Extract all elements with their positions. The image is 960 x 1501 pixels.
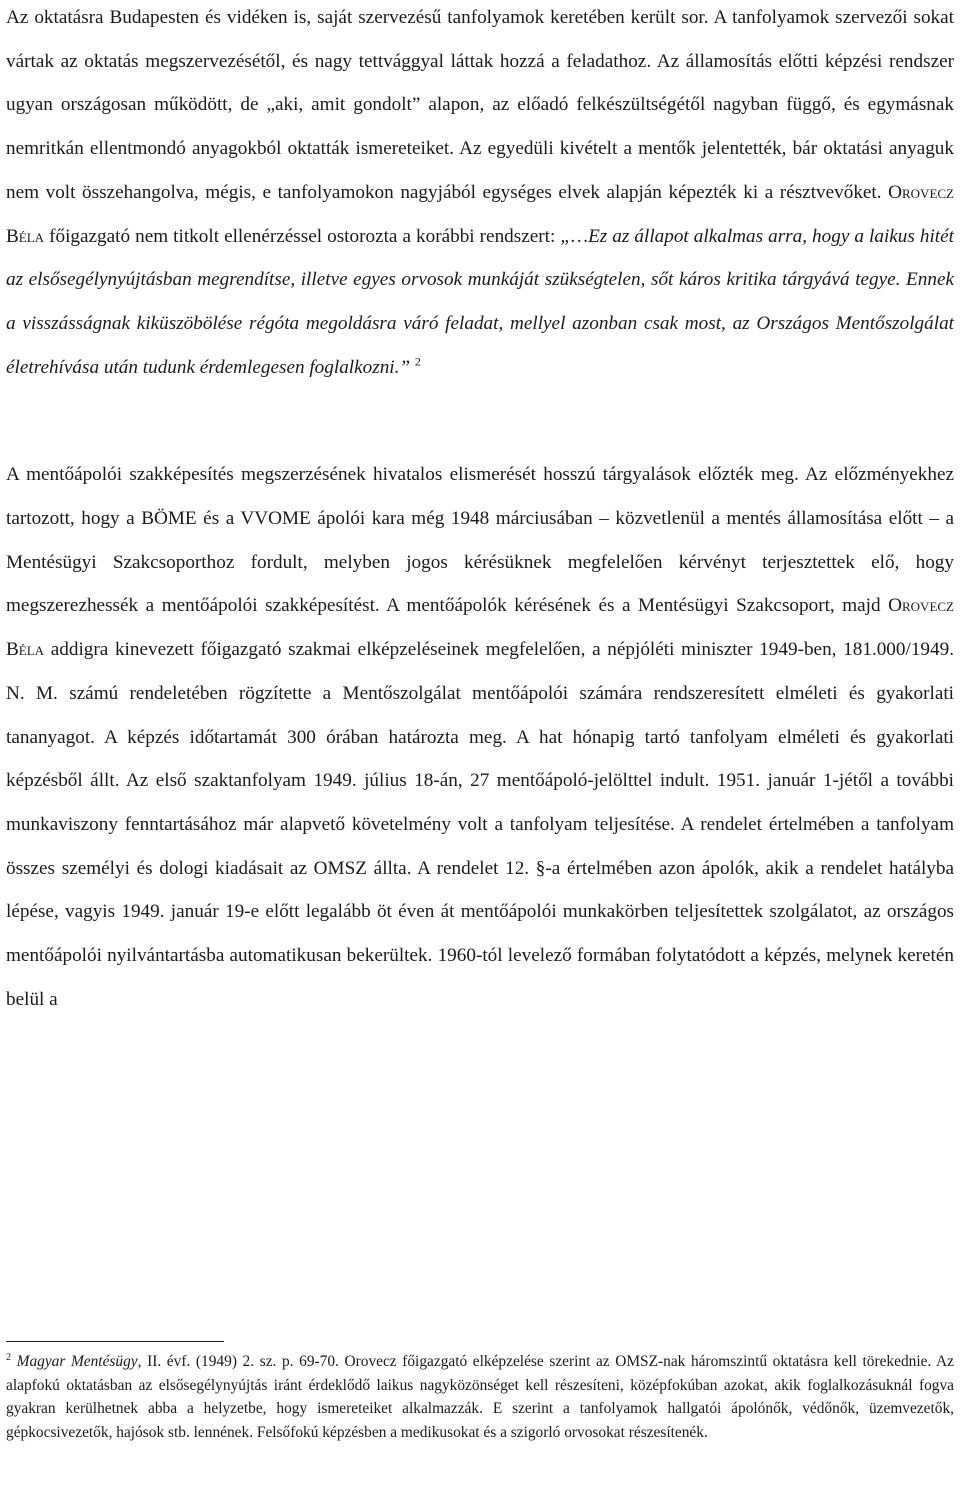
footnote-reference[interactable]: 2 — [414, 354, 421, 369]
footnote-text: , II. évf. (1949) 2. sz. p. 69-70. Orovecz főigazgató elképzelése szerint az OMSZ-nak háromszintű oktatásra kell törekednie. Az alapfokú oktatásban az elsősegélynyújtás iránt érdeklődő laikus nagyközönséget kell részesíteni, középfokúban azokat, akik foglalkozásuknál fogva gyakran kerülhetnek abba a helyzetbe, hogy ismereteiket alkalmazzák. E szerint a tanfolyamok hallgatói ápolónők, védőnők, üzemvezetők, gépkocsivezetők, hajósok stb. lennének. Felsőfokú képzésben a medikusokat és a szigorló orvosokat részesítenék. — [6, 1353, 955, 1441]
paragraph-2-text-a: A mentőápolói szakképesítés megszerzésének hivatalos elismerését hosszú tárgyalások előzték meg. Az előzményekhez tartozott, hogy a BÖME és a VVOME ápolói kara még 1948 márciusában – közvetlenül a mentés államosítása előtt – a Mentésügyi Szakcsoporthoz fordult, melyben jogos kérésüknek megfelelően kérvényt terjesztettek elő, hogy megszerezhessék a mentőápolói szakképesítést. A mentőápolók kérésének és a Mentésügyi Szakcsoport, majd — [6, 464, 954, 617]
person-name: Orovecz Béla — [6, 181, 954, 247]
footnote-number: 2 — [6, 1351, 11, 1363]
person-name: Orovecz Béla — [6, 595, 954, 661]
body-paragraph-1 — [6, 0, 954, 389]
paragraph-1-text-a: Az oktatásra Budapesten és vidéken is, saját szervezésű tanfolyamok keretében került sor. A tanfolyamok szervezői sokat vártak az oktatás megszervezésétől, és nagy tettvággyal láttak hozzá a feladathoz. Az államosítás előtti képzési rendszer ugyan országosan működött, de „aki, amit gondolt” alapon, az előadó felkészültségétől nagyban függő, és egymásnak nemritkán ellentmondó anyagokból oktatták ismereteiket. Az egyedüli kivételt a mentők jelentették, bár oktatási anyaguk nem volt összehangolva, mégis, e tanfolyamokon nagyjából egységes elvek alapján képezték ki a résztvevőket. — [6, 7, 954, 203]
block-quote: „…Ez az állapot alkalmas arra, hogy a laikus hitét az elsősegélynyújtásban megrendítse, illetve egyes orvosok munkáját szükségtelen, sőt káros kritika tárgyává tegye. Ennek a visszásságnak kiküszöbölése régóta megoldásra váró feladat, mellyel azonban csak most, az Országos Mentőszolgálat életrehívása után tudunk érdemlegesen foglalkozni.” — [6, 225, 954, 378]
paragraph-2-text-b: addigra kinevezett főigazgató szakmai elképzeléseinek megfelelően, a népjóléti miniszter 1949-ben, 181.000/1949. N. M. számú rendeletében rögzítette a Mentőszolgálat mentőápolói számára rendszeresített elméleti és gyakorlati tananyagot. A képzés időtartamát 300 órában határozta meg. A hat hónapig tartó tanfolyam elméleti és gyakorlati képzésből állt. Az első szaktanfolyam 1949. július 18-án, 27 mentőápoló-jelölttel indult. 1951. január 1-jétől a további munkaviszony fenntartásához már alapvető követelmény volt a tanfolyam teljesítése. A rendelet értelmében a tanfolyam összes személyi és dologi kiadásait az OMSZ állta. A rendelet 12. §-a értelmében azon ápolók, akik a rendelet hatályba lépése, vagyis 1949. január 19-e előtt legalább öt éven át mentőápolói munkakörben teljesítettek szolgálatot, az országos mentőápolói nyilvántartásba automatikusan bekerültek. 1960-tól levelező formában folytatódott a képzés, melynek keretén belül a — [6, 639, 954, 1010]
footnote-separator — [6, 1341, 224, 1342]
footnote-source: Magyar Mentésügy — [16, 1353, 138, 1370]
body-paragraph-2 — [6, 453, 954, 1021]
footnote — [6, 1350, 954, 1444]
paragraph-1-text-b: főigazgató nem titkolt ellenérzéssel ostorozta a korábbi rendszert: — [44, 225, 561, 247]
